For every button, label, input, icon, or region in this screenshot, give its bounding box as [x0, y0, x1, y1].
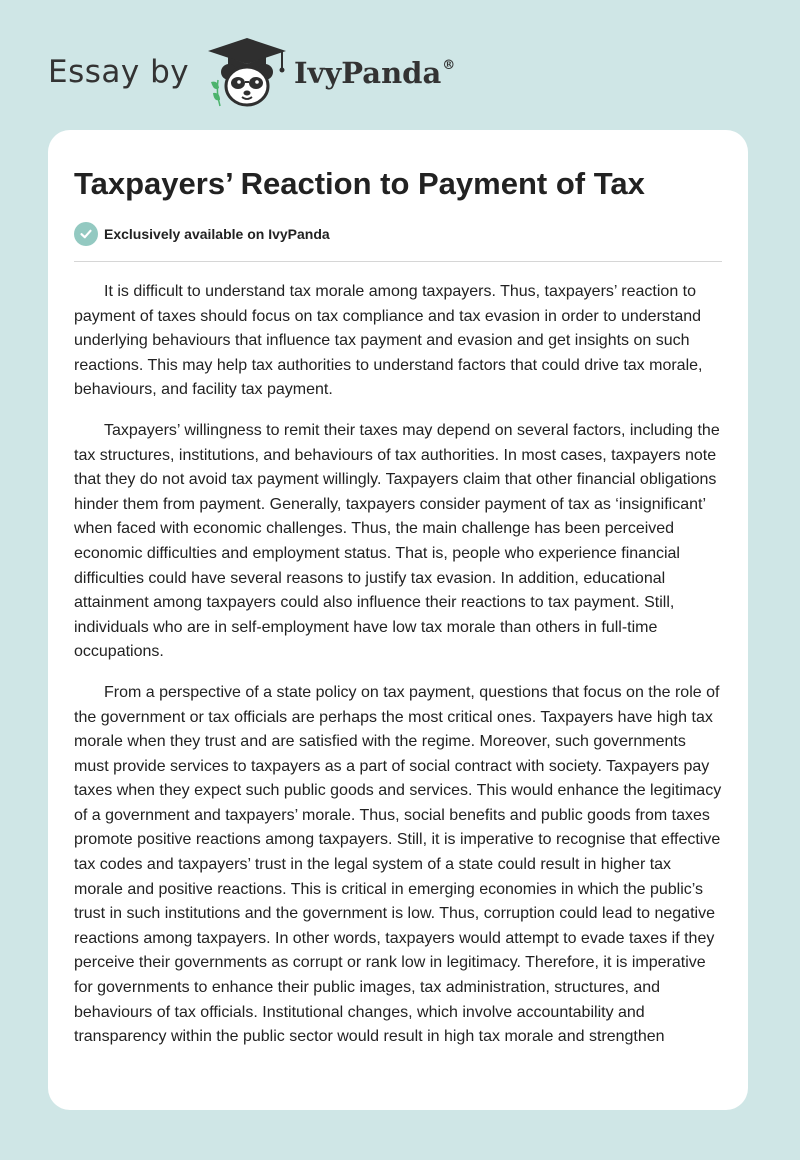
brand-name[interactable]: [294, 56, 455, 90]
paragraph-2: Taxpayers’ willingness to remit their taxes may depend on several factors, including the tax structures, institutions, and behaviours of tax authorities. In most cases, taxpayers note that they do not avoid tax payment willingly. Taxpayers claim that other financial obligations hinder them from payment. Generally, taxpayers consider payment of tax as ‘insignificant’ when faced with economic challenges. Thus, the main challenge has been perceived economic difficulties and employment status. That is, people who experience financial difficulties could have several reasons to justify tax evasion. In addition, educational attainment among taxpayers could also influence their reactions to tax payment. Still, individuals who are in self-employment have low tax morale than others in full-time occupations.: [74, 421, 720, 661]
site-header: [48, 36, 748, 108]
page-title: Taxpayers’ Reaction to Payment of Tax: [74, 166, 645, 201]
essay-card: [48, 130, 748, 1110]
divider: [74, 261, 722, 262]
essay-body: [74, 280, 724, 1066]
exclusive-badge: [74, 222, 330, 246]
paragraph-1: It is difficult to understand tax morale among taxpayers. Thus, taxpayers’ reaction to payment of taxes should focus on tax compliance and tax evasion in order to understand underlying behaviours that influence tax payment and evasion and get insights on such reactions. This may help tax authorities to understand factors that could drive tax morale, behaviours, and facility tax payment.: [74, 283, 703, 399]
registered-mark: ®: [442, 58, 456, 73]
checkmark-icon: [74, 222, 98, 246]
paragraph-3: From a perspective of a state policy on tax payment, questions that focus on the role of the government or tax officials are perhaps the most critical ones. Taxpayers have high tax morale when they trust and are satisfied with the regime. Moreover, such governments must provide services to taxpayers as a part of social contract with society. Taxpayers pay taxes when they expect such public goods and services. This would enhance the legitimacy of a government and taxpayers’ morale. Thus, social benefits and public goods from taxes promote positive reactions among taxpayers. Still, it is imperative to recognise that effective tax codes and taxpayers’ trust in the legal system of a state could result in higher tax morale and positive reactions. This is critical in emerging economies in which the public’s trust in such institutions and the government is low. Thus, corruption could lead to negative reactions among taxpayers. In other words, taxpayers would attempt to evade taxes if they perceive their governments as corrupt or rank low in legitimacy. Therefore, it is imperative for governments to enhance their public images, tax administration, structures, and behaviours of tax officials. Institutional changes, which involve accountability and transparency within the public sector would result in high tax morale and strengthen: [74, 683, 722, 1046]
exclusive-label: Exclusively available on IvyPanda: [104, 226, 330, 242]
brand-text: IvyPanda: [294, 56, 442, 90]
essay-by-label: Essay by: [48, 54, 190, 90]
panda-logo-icon[interactable]: [202, 36, 292, 108]
